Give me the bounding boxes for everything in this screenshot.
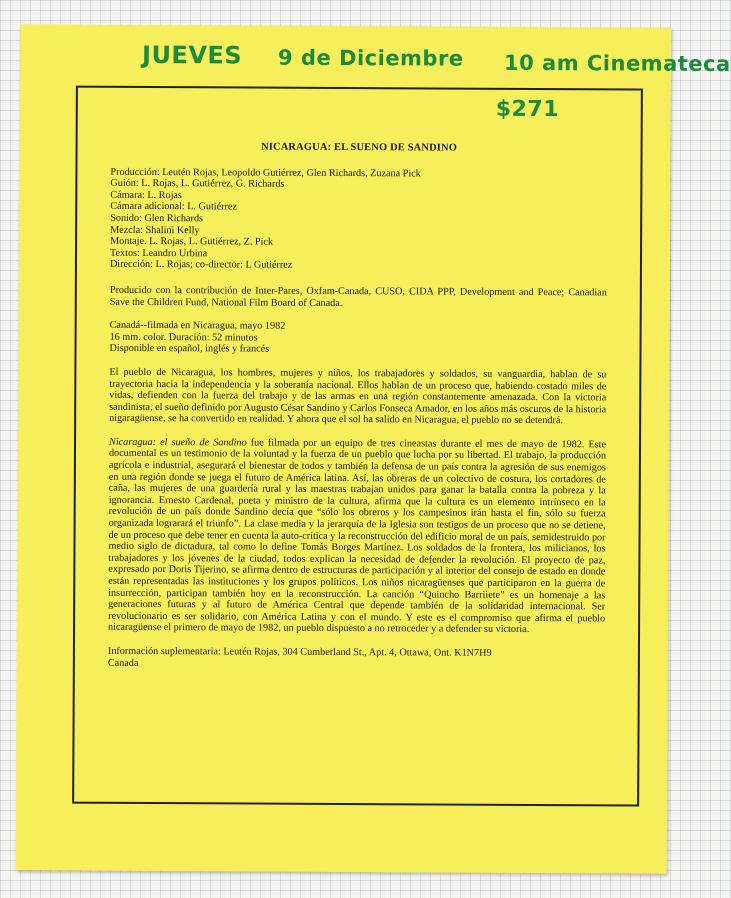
credits-list: [110, 166, 608, 273]
credit-line: Mezcla: Shalini Kelly: [110, 224, 200, 236]
detail-line: Canadá--filmada en Nicaragua, mayo 1982: [109, 319, 286, 332]
detail-line: Disponible en español, inglés y francés: [109, 343, 270, 355]
film-title-italic: Nicaragua: el sueño de Sandino: [109, 436, 247, 449]
film-details: [109, 320, 606, 357]
detail-line: 16 mm. color. Duración: 52 minutos: [109, 331, 258, 344]
supplementary-info: [108, 646, 605, 672]
credit-line: Cámara adicional: L. Gutiérrez: [110, 201, 238, 213]
flyer-sheet: [16, 24, 731, 873]
description-text: fue filmada por un equipo de tres cineastas durante el mes de mayo de 1982. Este documental es un testimonio de la voluntad y la fuerza de un pueblo que lucha por su libertad. El trabajo, la producción agrícola e industrial, asegurará el bienestar de todos y también la defensa de un país contra la agresión de sus enemigos en una región donde se juega el futuro de América latina. Así, las obreras de un colectivo de costura, los cortadores de caña, las mujeres de una guardería rural y las maestras trabajan unidos para ganar la batalla contra la pobreza y la ignorancia. Ernesto Cardenal, poeta y ministro de la cultura, afirma que la cultura es un elemento intrínseco en la revolución de un país donde Sandino decía que “sólo los obreros y los campesinos irán hasta el fin, sólo su fuerza organizada lograrará el triunfo”. La clase media y la jerarquía de la Iglesia son testigos de un proceso que no se detiene, de un proceso que debe tener en cuenta la auto-crítica y la reconstrucción del edificio moral de un país, semidestruido por medio siglo de dictadura, tal como lo define Tomás Borges Martínez. Los soldados de la frontera, los milicianos, los trabajadores y los jóvenes de la ciudad, todos explican la necesidad de defender la revolución. El proyecto de paz, expresado por Doris Tijerino, se afirma dentro de estructuras de participación y al interior del consejo de estado en donde están representadas las instituciones y los grupos políticos. Los niños nicaragüenses que participaron en la guerra de insurrección, participan también hoy en la reconstrucción. La canción “Quincho Barriiete” es un homenaje a las generaciones futuras y al futuro de América Central que depende también de la solidaridad internacional. Ser revolucionario es ser solidario, con América Latina y con el mundo. Y este es el compromiso que afirma el pueblo nicaragüense el primero de mayo de 1982, un pueblo dispuesto a no retroceder y a defender su victoria.: [108, 437, 607, 636]
credit-line: Cámara: L. Rojas: [110, 189, 182, 201]
credit-line: Textos: Leandro Urbina: [109, 247, 208, 260]
synopsis-paragraph: El pueblo de Nicaragua, los hombres, mujeres y niños, los trabajadores y soldados, su vanguardia, hablan de su trayectoria hacia la independencia y la soberanía nacional. Ellos hablan de un proceso que, habiendo costado miles de vidas, defienden con la fuerza del trabajo y de las armas en una región constantemente amenazada. Con la victoria sandinista, el sueño definido por Augusto César Sandino y Carlos Fonseca Amador, en los años más oscuros de la historia nigaragüense, se ha convertido en realidad. Y ahora que el sol ha salido en Nicaragua, el pueblo no se detendrá.: [109, 366, 607, 427]
credit-line: Sonido: Glen Richards: [110, 212, 204, 225]
credit-line: Montaje. L. Rojas, L. Gutiérrez, Z. Pick: [110, 235, 274, 248]
document-content: [108, 141, 608, 684]
credit-line: Dirección: L. Rojas; co-director: L Gutiérrez: [109, 259, 293, 272]
info-line: Canada: [107, 657, 139, 669]
info-line: Información suplementaria: Leutén Rojas, 304 Cumberland St., Apt. 4, Ottawa, Ont. K1N7H9: [107, 645, 492, 659]
handwritten-day: JUEVES: [141, 40, 243, 70]
handwritten-venue: 10 am Cinemateca: [503, 50, 731, 77]
document-title: NICARAGUA: EL SUENO DE SANDINO: [261, 141, 458, 154]
credit-line: Guión: L. Rojas, L. Gutiérrez, G. Richards: [110, 177, 285, 190]
credit-line: Producción: Leutén Rojas, Leopoldo Gutiérrez, Glen Richards, Zuzana Pick: [110, 166, 421, 179]
handwritten-date: 9 de Diciembre: [277, 45, 464, 71]
document-frame: [72, 86, 643, 807]
description-paragraph: [108, 437, 606, 637]
contribution-paragraph: Producido con la contribución de Inter-Pares, Oxfam-Canada, CUSO, CIDA PPP, Development and Peace; Canadian Save the Children Fund, National Film Board of Canada.: [109, 284, 607, 309]
handwritten-number: $271: [495, 96, 560, 123]
